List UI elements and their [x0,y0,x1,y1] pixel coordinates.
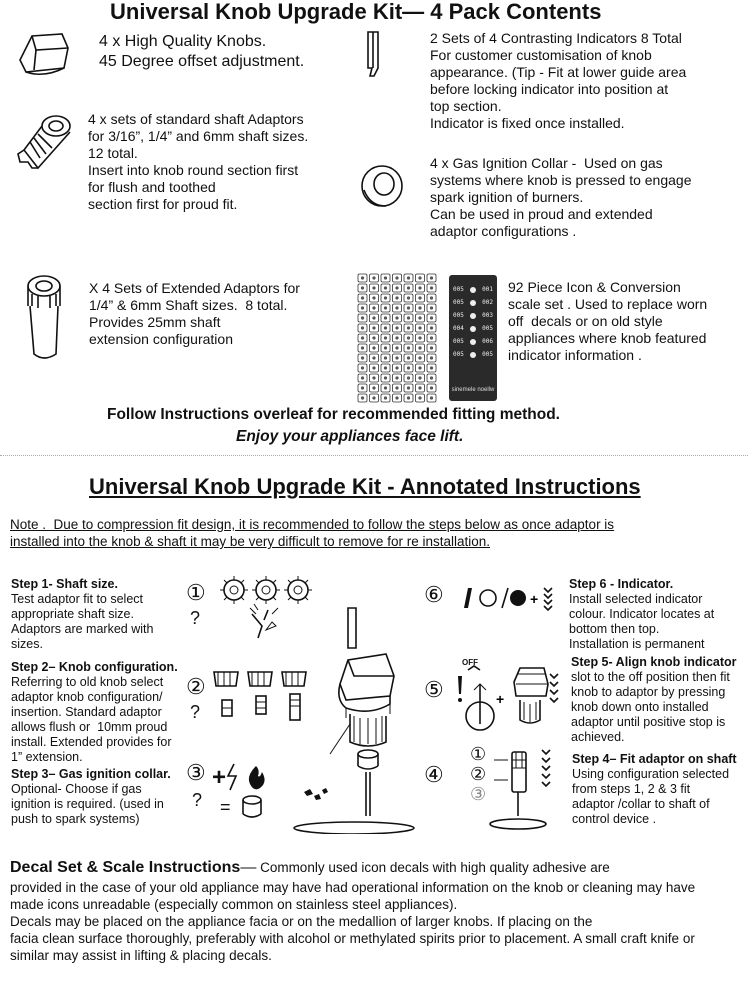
decal-heading-row [10,859,610,877]
step2-question: ? [190,702,201,722]
decal-body: provided in the case of your old appliance may have had operational information on the knob or cleaning may have made icons unreadable (especially common on stainless steel appliances). Decals may be placed on the appliance facia or on the medallion of larger knobs. If placing on the facia clean surface thoroughly, preferably with alcohol or methylated spirits prior to placement. A small craft knife or similar may assist in lifting & placing decals. [10,880,696,963]
step5-align-illustration [454,664,564,746]
scale-row: 005 005 [453,351,493,358]
extended-adaptor-icon [18,272,72,364]
off-label: OFF [462,658,478,667]
knob-assembly-illustration [290,604,420,834]
svg-text:+: + [496,691,505,707]
step6-plus: + [530,591,539,607]
gas-collar-icon [356,160,406,210]
step4-title: Step 4– Fit adaptor on shaft [572,752,737,766]
scale-row: 005 001 [453,286,493,293]
step5-title: Step 5- Align knob indicator [571,655,737,669]
step5-body: slot to the off position then fit knob to adaptor by pressing knob down onto installed adaptor until positive stop is achieved. [571,670,730,744]
decal-title: Decal Set & Scale Instructions [10,859,241,876]
spark-flame-icon [226,762,272,792]
step5-marker: ⑤ [424,677,444,702]
decal-intro: Commonly used icon decals with high quality adhesive are [256,860,610,875]
step1-title: Step 1- Shaft size. [11,577,118,591]
step3-title: Step 3– Gas ignition collar. [11,767,171,781]
decal-sheet-icon [356,272,442,404]
shaft-adaptor-icon [14,110,78,176]
step6-title: Step 6 - Indicator. [569,577,674,591]
step3-equals: = [220,797,231,817]
step1-question: ? [190,608,201,628]
indicators-text: 2 Sets of 4 Contrasting Indicators 8 Total For customer customisation of knob appearance. (Tip - Fit at lower guide area before locking indicator into position at top section. Indicator is fixed once installed. [430,30,687,131]
step2-title: Step 2– Knob configuration. [11,660,178,674]
scale-row: 005 003 [453,312,493,319]
enjoy-text: Enjoy your appliances face lift. [236,428,464,445]
step6-marker: ⑥ [424,582,444,607]
scale-row: 004 005 [453,325,493,332]
step3-question: ? [192,790,203,810]
step1-marker: ① [186,580,206,605]
extended-text: X 4 Sets of Extended Adaptors for 1/4” & 6mm Shaft sizes. 8 total. Provides 25mm shaft extension configuration [89,280,300,347]
instructions-title: Universal Knob Upgrade Kit - Annotated Instructions [89,474,641,499]
knobs-text: 4 x High Quality Knobs. 45 Degree offset adjustment. [99,33,305,70]
gear-adaptor-icon [220,576,248,604]
adaptors-text: 4 x sets of standard shaft Adaptors for 3/16”, 1/4” and 6mm shaft sizes. 12 total. Insert into knob round section first for flush and toothed section first for proud fit. [88,111,309,212]
knob-icon [14,28,72,80]
step6-body: Install selected indicator colour. Indicator locates at bottom then top. Installation is permanent [569,592,715,651]
scale-sheet [449,275,497,401]
step2-body: Referring to old knob select adaptor knob configuration/ insertion. Standard adaptor allows flush or 10mm proud install. Extended provides for 1” extension. [11,675,172,764]
follow-text: Follow Instructions overleaf for recommended fitting method. [107,406,560,423]
step4-sub-two: ② [470,764,487,784]
decal-title-dash: — [240,859,257,876]
scale-row: 005 002 [453,299,493,306]
step3-marker: ③ [186,760,206,785]
step4-body: Using configuration selected from steps 1, 2 & 3 fit adaptor /collar to shaft of control device . [572,767,730,826]
step4-sub-one: ① [470,744,487,764]
step6-indicator-colour-illustration [458,584,558,614]
collar-text: 4 x Gas Ignition Collar - Used on gas systems where knob is pressed to engage spark ignition of burners. Can be used in proud and extended adaptor configurations . [430,155,692,239]
contents-title: Universal Knob Upgrade Kit— 4 Pack Contents [110,0,602,24]
decals-text: 92 Piece Icon & Conversion scale set . Used to replace worn off decals or on old style appliances where knob featured indicator information . [508,279,708,363]
indicator-icon [360,28,388,82]
step4-sub-three: ③ [470,784,487,804]
collar-result-icon [240,794,264,820]
step3-body: Optional- Choose if gas ignition is required. (used in push to spark systems) [11,782,164,826]
step1-body: Test adaptor fit to select appropriate shaft size. Adaptors are marked with sizes. [11,592,154,651]
step2-marker: ② [186,674,206,699]
section-divider [0,455,748,456]
step4-fit-illustration [488,746,568,832]
scale-row: 005 006 [453,338,493,345]
compression-note: Note . Due to compression fit design, it is recommended to follow the steps below as once adaptor is installed into the knob & shaft it may be very difficult to remove for re installation. [10,517,615,549]
step3-plus: + [212,764,227,791]
scale-brand: sinemele noellw [451,387,495,393]
step4-marker: ④ [424,762,444,787]
